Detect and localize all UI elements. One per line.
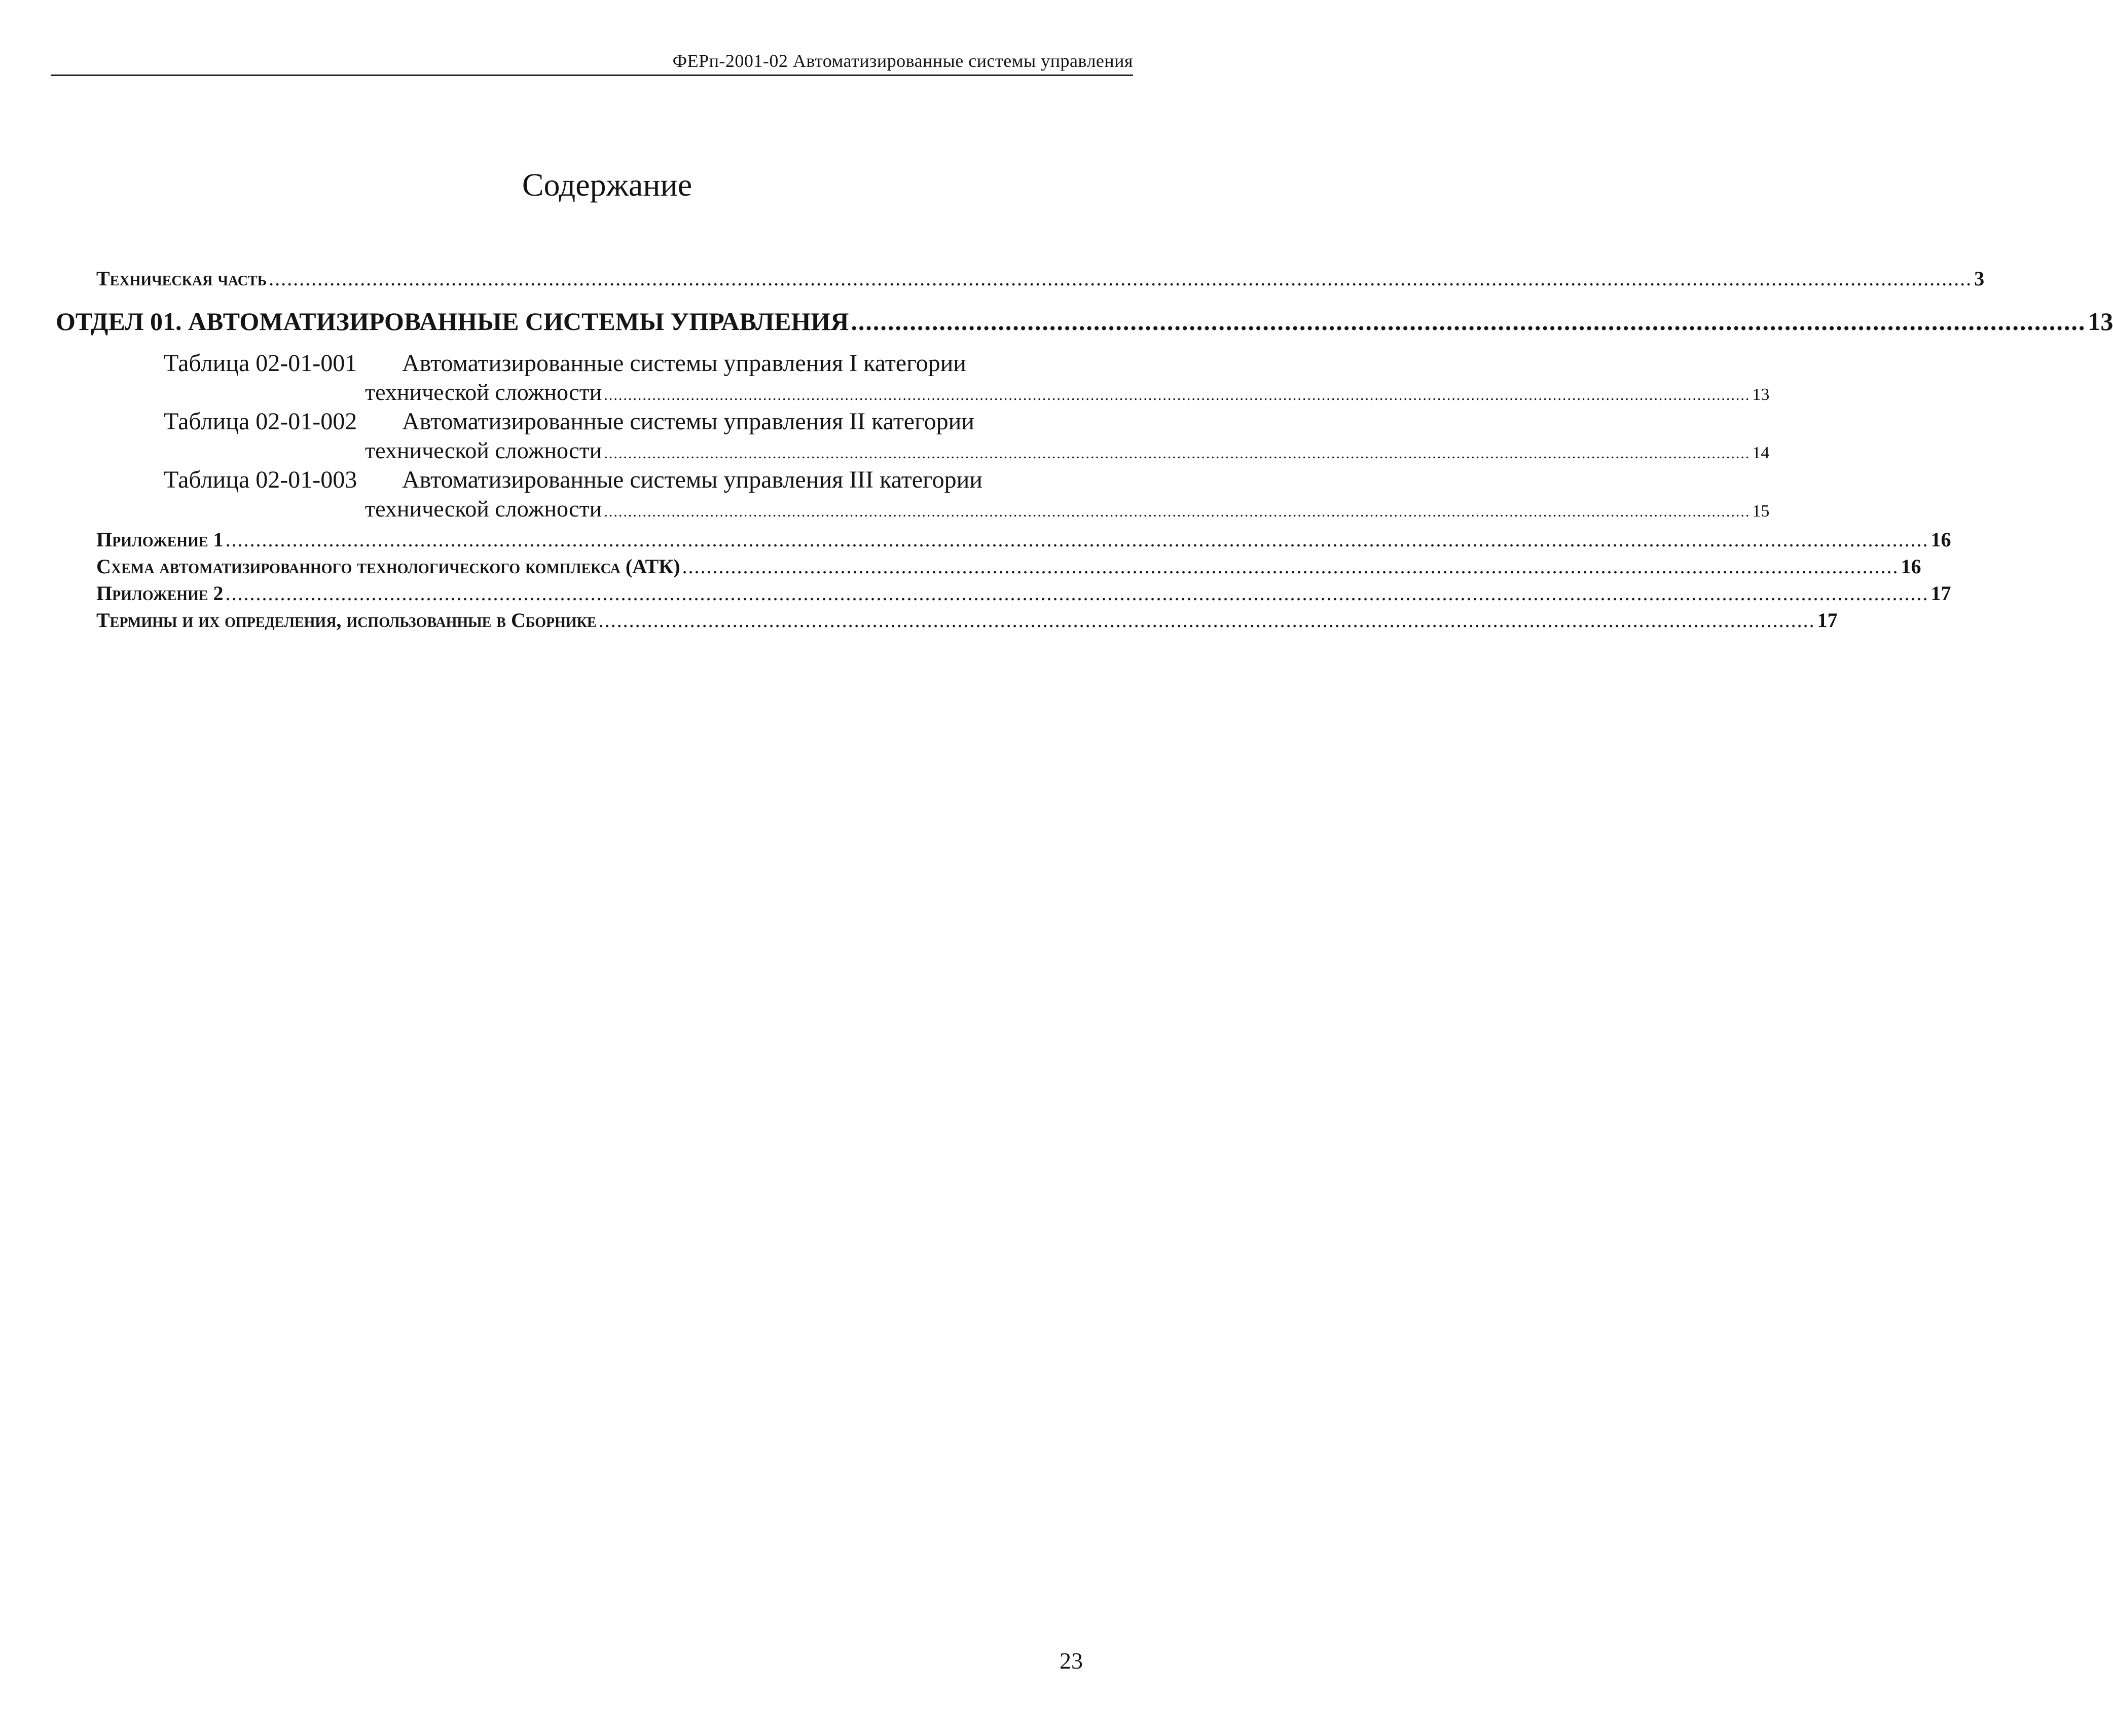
- toc-entry-appendix-1[interactable]: [96, 527, 1951, 552]
- table-number: Таблица 02-01-002: [164, 408, 357, 435]
- toc-entry-section-01[interactable]: [56, 306, 2113, 337]
- toc-entry-table-02-01-002[interactable]: [365, 436, 1770, 468]
- toc-entry-page: 14: [1752, 444, 1770, 462]
- leader-dots: ........................................................................................................................................................................................................: [598, 609, 1815, 632]
- toc-entry-technical-part[interactable]: [96, 266, 1985, 291]
- page-title: Содержание: [522, 167, 693, 203]
- toc-entry-atk-scheme[interactable]: [96, 554, 1921, 579]
- toc-entry-table-02-01-003[interactable]: [365, 495, 1770, 526]
- table-number: Таблица 02-01-001: [164, 350, 357, 377]
- table-title: Автоматизированные системы управления III категории: [402, 466, 982, 493]
- table-title: Автоматизированные системы управления II категории: [402, 408, 974, 435]
- table-number: Таблица 02-01-003: [164, 466, 357, 493]
- toc-entry-terms[interactable]: [96, 608, 1838, 633]
- toc-entry-page: 16: [1930, 528, 1951, 551]
- toc-entry-label: технической сложности: [365, 437, 602, 463]
- toc-entry-label: Приложение 1: [96, 528, 224, 551]
- toc-entry-label: ОТДЕЛ 01. АВТОМАТИЗИРОВАННЫЕ СИСТЕМЫ УПРАВЛЕНИЯ: [56, 307, 849, 336]
- toc-entry-page: 16: [1901, 555, 1921, 578]
- toc-entry-page: 17: [1930, 582, 1951, 605]
- toc-entry-label: технической сложности: [365, 496, 602, 522]
- toc-entry-table-02-01-001[interactable]: [365, 378, 1770, 410]
- toc-entry-label: Схема автоматизированного технологического комплекса (АТК): [96, 555, 680, 578]
- leader-dots: ........................................................................................................................................................................................................................................................................................: [269, 267, 1973, 290]
- toc-entry-page: 15: [1752, 502, 1770, 521]
- running-header: [51, 48, 1133, 76]
- running-title: ФЕРп-2001-02 Автоматизированные системы управления: [672, 51, 1133, 71]
- toc-entry-label: Техническая часть: [96, 267, 267, 290]
- toc-entry-page: 13: [1752, 385, 1770, 404]
- leader-dots: ........................................................................................................................................................................................................................................................................................: [225, 528, 1929, 551]
- toc-table-heading[interactable]: [164, 407, 974, 436]
- leader-dots: ........................................................................................................................................................................................................: [682, 555, 1899, 578]
- toc-entry-label: технической сложности: [365, 379, 602, 405]
- toc-entry-page: 17: [1817, 609, 1838, 632]
- toc-entry-page: 3: [1974, 267, 1985, 290]
- toc-entry-label: Термины и их определения, использованные в Сборнике: [96, 609, 597, 632]
- toc-entry-page: 13: [2088, 307, 2113, 336]
- leader-dots: ..............................................................................................................................................................................................................................................: [604, 503, 1751, 520]
- leader-dots: ........................................................................................................................................................................................................................................................................................: [225, 582, 1929, 605]
- leader-dots: ........................................................................................................................................................................: [851, 307, 2086, 336]
- toc-table-heading[interactable]: [164, 349, 966, 378]
- table-title: Автоматизированные системы управления I категории: [402, 350, 966, 377]
- page-number: 23: [1060, 1648, 1083, 1674]
- toc-table-heading[interactable]: [164, 465, 982, 495]
- leader-dots: ..............................................................................................................................................................................................................................................: [604, 445, 1751, 462]
- leader-dots: ..............................................................................................................................................................................................................................................: [604, 387, 1751, 403]
- toc-entry-label: Приложение 2: [96, 582, 224, 605]
- toc-entry-appendix-2[interactable]: [96, 581, 1951, 606]
